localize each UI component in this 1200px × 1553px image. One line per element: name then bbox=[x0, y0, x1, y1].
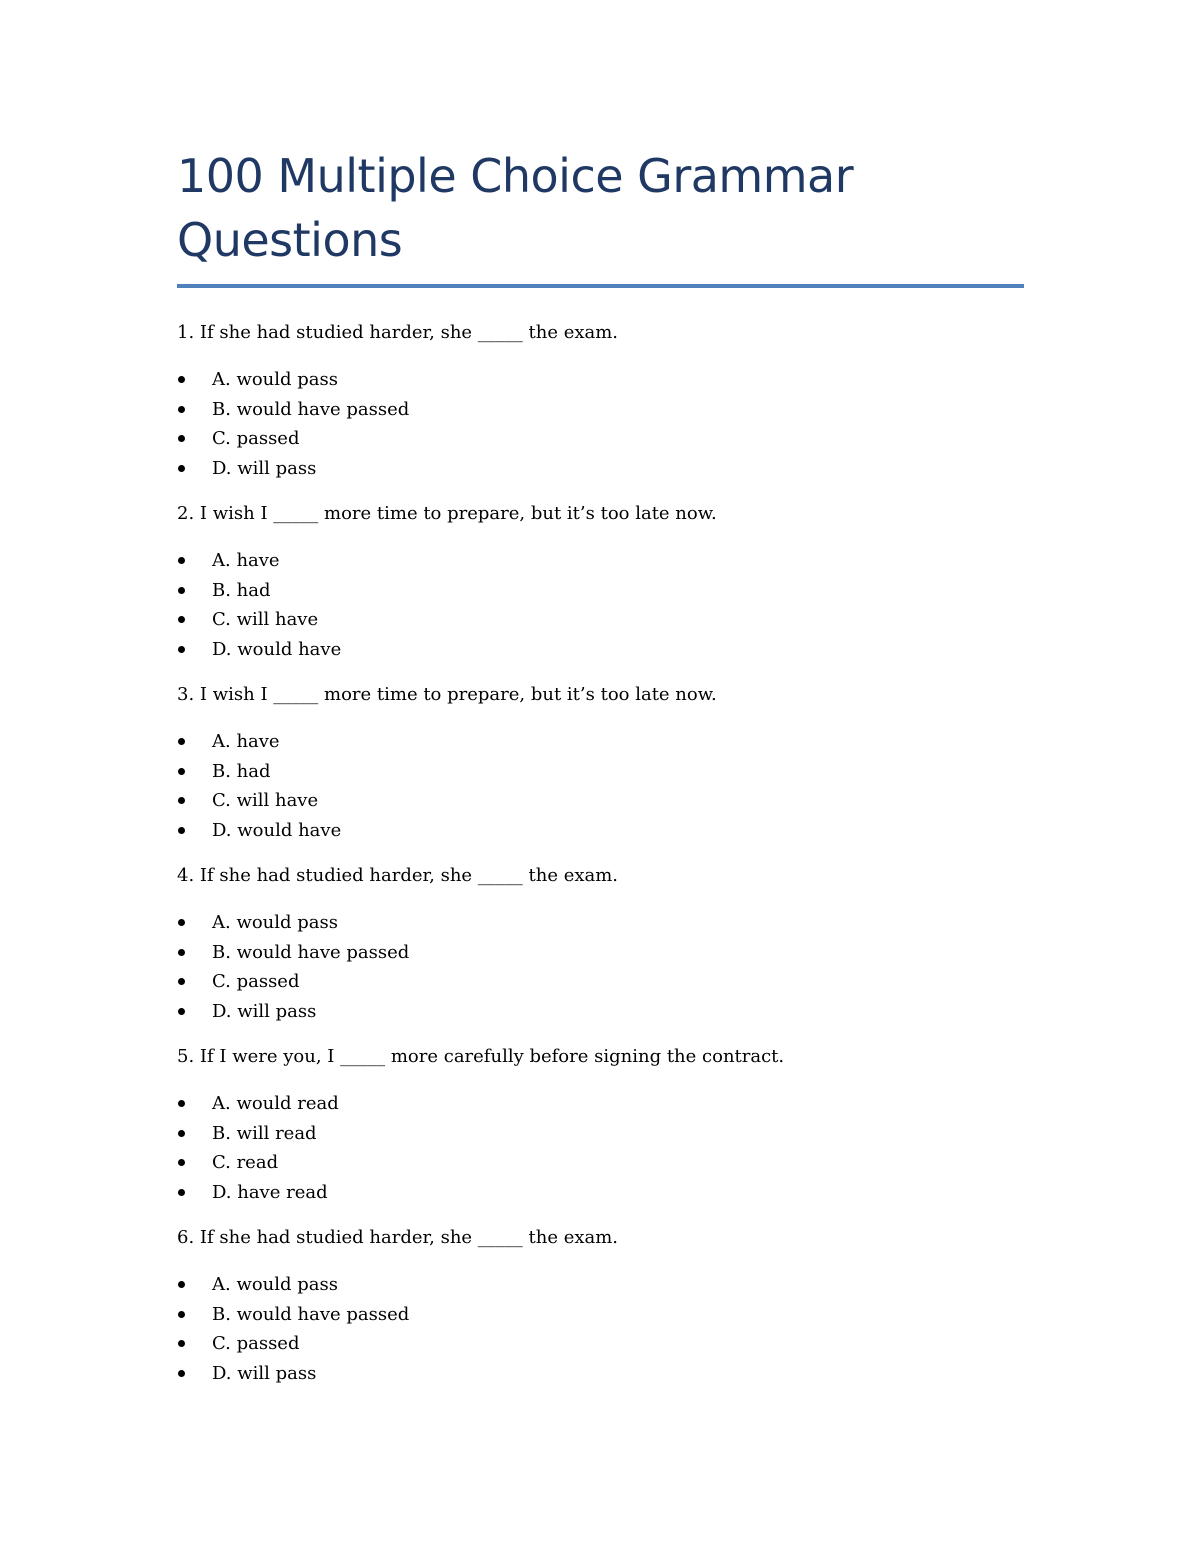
document-page bbox=[177, 144, 1024, 1407]
answer-option-text: C. passed bbox=[212, 971, 300, 992]
title-underline bbox=[177, 284, 1024, 288]
answer-option bbox=[177, 424, 1024, 454]
question-block bbox=[177, 683, 1024, 845]
answer-option-text: B. would have passed bbox=[212, 1303, 410, 1325]
answer-option bbox=[177, 757, 1024, 787]
question-prompt: 3. I wish I _____ more time to prepare, but it’s too late now. bbox=[177, 684, 717, 705]
bullet-icon bbox=[178, 376, 185, 383]
bullet-icon bbox=[178, 587, 185, 594]
answer-option bbox=[177, 576, 1024, 606]
answer-option-text: A. have bbox=[212, 550, 280, 571]
answer-options bbox=[177, 1270, 1024, 1388]
answer-option-text: B. had bbox=[212, 760, 271, 782]
answer-option-text: A. would read bbox=[212, 1093, 339, 1114]
bullet-icon bbox=[178, 1370, 185, 1377]
answer-option bbox=[177, 1178, 1024, 1208]
answer-option bbox=[177, 727, 1024, 757]
question-block bbox=[177, 502, 1024, 664]
answer-options bbox=[177, 727, 1024, 845]
bullet-icon bbox=[178, 557, 185, 564]
bullet-icon bbox=[178, 827, 185, 834]
answer-option bbox=[177, 1270, 1024, 1300]
question-prompt: 5. If I were you, I _____ more carefully before signing the contract. bbox=[177, 1046, 785, 1067]
answer-option-text: A. would pass bbox=[212, 1274, 339, 1295]
answer-option bbox=[177, 365, 1024, 395]
question-list bbox=[177, 321, 1024, 1388]
question-prompt: 6. If she had studied harder, she _____ the exam. bbox=[177, 1227, 619, 1248]
bullet-icon bbox=[178, 1008, 185, 1015]
answer-option bbox=[177, 1300, 1024, 1330]
answer-option bbox=[177, 1148, 1024, 1178]
answer-option-text: C. will have bbox=[212, 790, 319, 811]
answer-option-text: D. have read bbox=[212, 1181, 328, 1203]
answer-option bbox=[177, 938, 1024, 968]
bullet-icon bbox=[178, 406, 185, 413]
answer-options bbox=[177, 546, 1024, 664]
answer-option-text: A. would pass bbox=[212, 912, 339, 933]
bullet-icon bbox=[178, 616, 185, 623]
answer-option-text: C. read bbox=[212, 1152, 279, 1173]
answer-option-text: D. will pass bbox=[212, 1000, 317, 1022]
bullet-icon bbox=[178, 1311, 185, 1318]
answer-option-text: B. would have passed bbox=[212, 941, 410, 963]
answer-option bbox=[177, 454, 1024, 484]
answer-options bbox=[177, 1089, 1024, 1207]
answer-option-text: B. had bbox=[212, 579, 271, 601]
answer-option-text: A. would pass bbox=[212, 369, 339, 390]
answer-option-text: D. will pass bbox=[212, 457, 317, 479]
answer-option bbox=[177, 1089, 1024, 1119]
question-block bbox=[177, 1226, 1024, 1388]
answer-option bbox=[177, 967, 1024, 997]
answer-option bbox=[177, 1119, 1024, 1149]
document-title: 100 Multiple Choice Grammar Questions bbox=[177, 149, 854, 267]
answer-option-text: D. will pass bbox=[212, 1362, 317, 1384]
bullet-icon bbox=[178, 1340, 185, 1347]
answer-option-text: C. passed bbox=[212, 428, 300, 449]
answer-option-text: D. would have bbox=[212, 819, 342, 841]
answer-option bbox=[177, 908, 1024, 938]
answer-option-text: C. will have bbox=[212, 609, 319, 630]
answer-option-text: A. have bbox=[212, 731, 280, 752]
bullet-icon bbox=[178, 919, 185, 926]
answer-option bbox=[177, 1329, 1024, 1359]
bullet-icon bbox=[178, 465, 185, 472]
answer-option-text: B. would have passed bbox=[212, 398, 410, 420]
bullet-icon bbox=[178, 1189, 185, 1196]
answer-option bbox=[177, 395, 1024, 425]
answer-option-text: D. would have bbox=[212, 638, 342, 660]
answer-option bbox=[177, 997, 1024, 1027]
question-prompt: 2. I wish I _____ more time to prepare, but it’s too late now. bbox=[177, 503, 717, 524]
answer-option bbox=[177, 635, 1024, 665]
bullet-icon bbox=[178, 797, 185, 804]
question-block bbox=[177, 321, 1024, 483]
bullet-icon bbox=[178, 1281, 185, 1288]
answer-option bbox=[177, 546, 1024, 576]
question-prompt: 1. If she had studied harder, she _____ the exam. bbox=[177, 322, 619, 343]
bullet-icon bbox=[178, 646, 185, 653]
answer-option bbox=[177, 786, 1024, 816]
bullet-icon bbox=[178, 1130, 185, 1137]
question-block bbox=[177, 1045, 1024, 1207]
bullet-icon bbox=[178, 1100, 185, 1107]
bullet-icon bbox=[178, 1159, 185, 1166]
answer-option bbox=[177, 1359, 1024, 1389]
answer-option bbox=[177, 605, 1024, 635]
answer-option bbox=[177, 816, 1024, 846]
bullet-icon bbox=[178, 768, 185, 775]
answer-option-text: C. passed bbox=[212, 1333, 300, 1354]
answer-options bbox=[177, 365, 1024, 483]
answer-options bbox=[177, 908, 1024, 1026]
question-prompt: 4. If she had studied harder, she _____ the exam. bbox=[177, 865, 619, 886]
bullet-icon bbox=[178, 435, 185, 442]
bullet-icon bbox=[178, 738, 185, 745]
bullet-icon bbox=[178, 978, 185, 985]
bullet-icon bbox=[178, 949, 185, 956]
question-block bbox=[177, 864, 1024, 1026]
answer-option-text: B. will read bbox=[212, 1122, 317, 1144]
